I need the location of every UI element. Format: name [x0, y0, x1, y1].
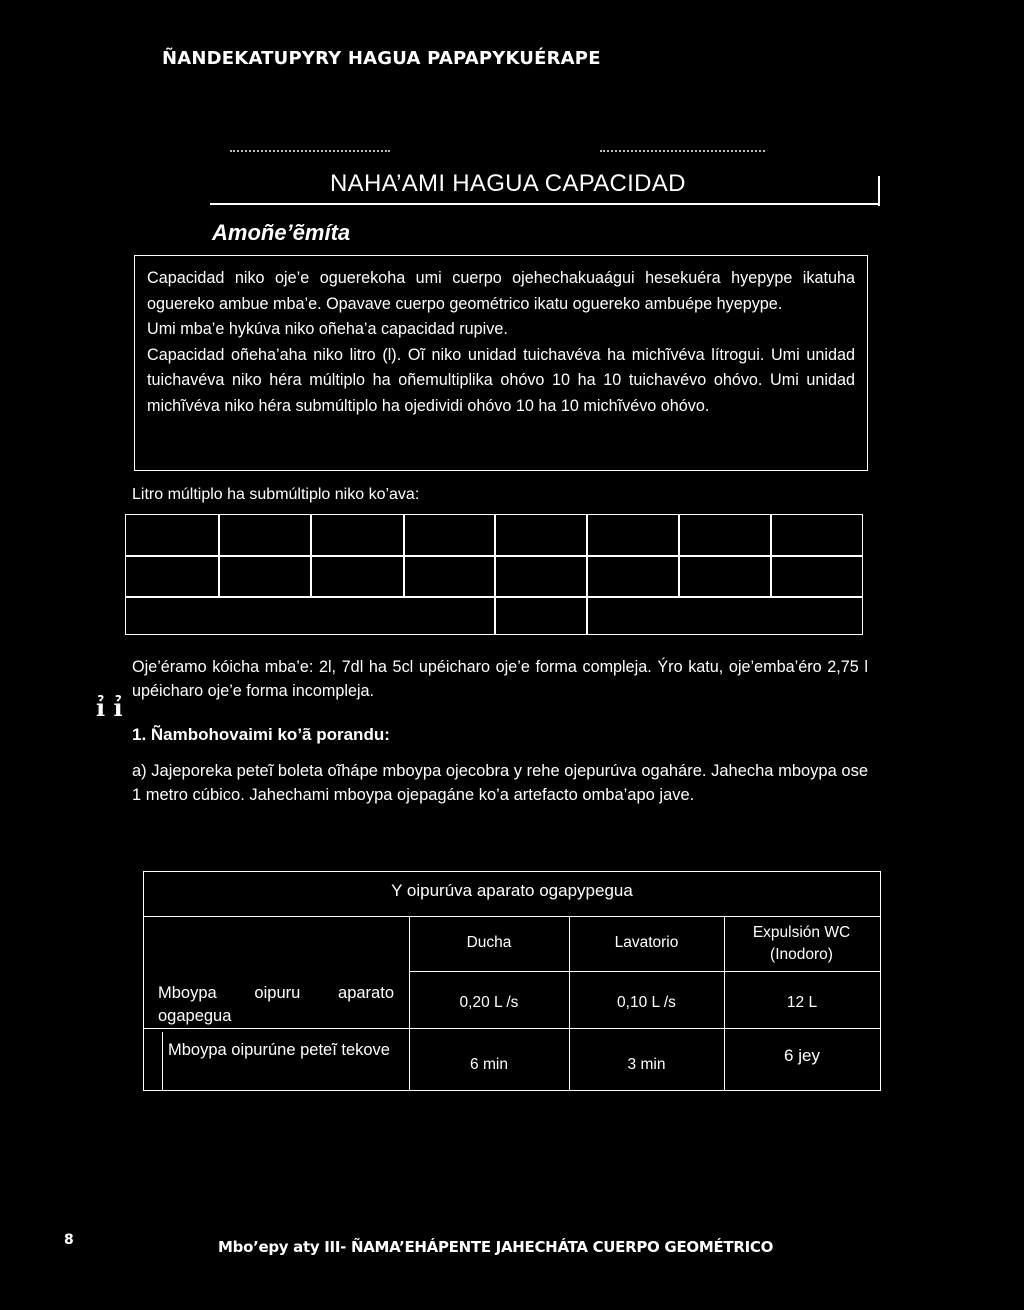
definition-box	[134, 255, 868, 471]
grid-line	[678, 515, 680, 596]
table-title: Y oipurúva aparato ogapypegua	[391, 881, 633, 900]
grid-line	[218, 515, 220, 596]
column-header: Lavatorio	[614, 934, 679, 951]
table-cell: 0,10 L /s	[617, 994, 676, 1011]
section-title: NAHA’AMI HAGUA CAPACIDAD	[330, 170, 686, 197]
page-number: 8	[64, 1232, 74, 1248]
decorative-dots-left	[230, 150, 390, 158]
section-corner-mark	[872, 176, 880, 206]
units-intro: Litro múltiplo ha submúltiplo niko ko’ava:	[132, 486, 420, 503]
grid-line	[586, 515, 588, 634]
footer-title: Mbo’epy aty III- ÑAMA’EHÁPENTE JAHECHÁTA CUERPO GEOMÉTRICO	[218, 1238, 774, 1256]
grid-line	[770, 515, 772, 596]
table-cell: 3 min	[627, 1056, 666, 1073]
question-answer: a) Jajeporeka peteĩ boleta oĩhápe mboypa ojecobra y rehe ojepurúva ogaháre. Jahecha mboypa ose 1 metro cúbico. Jahechami mboypa ojepagáne ko’a artefacto omba’apo jave.	[132, 762, 868, 804]
table-cell: 6 jey	[784, 1046, 820, 1065]
water-usage-table	[143, 871, 881, 1091]
grid-line	[310, 515, 312, 596]
handwritten-mark: ỉ ỉ	[96, 693, 123, 722]
forms-paragraph: Oje’éramo kóicha mba’e: 2l, 7dl ha 5cl upéicharo oje’e forma compleja. Ýro katu, oje’emba’éro 2,75 l upéicharo oje’e forma incompleja.	[132, 658, 868, 700]
table-cell: 6 min	[470, 1056, 508, 1073]
section-underline	[210, 203, 878, 205]
table-cell: 0,20 L /s	[459, 994, 519, 1011]
row-label: Mboypa oipurúne peteĩ tekove	[168, 1041, 390, 1059]
table-line	[144, 1028, 880, 1029]
table-line	[409, 971, 880, 972]
decorative-dots-right	[600, 150, 765, 158]
table-cell: 12 L	[786, 994, 818, 1011]
table-line	[162, 1032, 163, 1090]
running-header: ÑANDEKATUPYRY HAGUA PAPAPYKUÉRAPE	[162, 48, 601, 69]
definition-line: Capacidad oñeha’aha niko litro (l). Oĩ niko unidad tuichavéva ha michĩvéva lítrogui. Umi unidad tuichavéva niko héra múltiplo ha oñemultiplika ohóvo 10 ha 10 tuichavévo ohóvo. Umi unidad michĩvéva niko héra submúltiplo ha ojedividi ohóvo 10 ha 10 michĩvévo ohóvo.	[147, 345, 855, 415]
units-grid	[125, 514, 863, 635]
definition-line: Capacidad niko oje’e oguerekoha umi cuerpo ojehechakuaágui hesekuéra hyepype ikatuha oguereko ambue mba’e. Opavave cuerpo geométrico ikatu oguereko ambuépe hyepype.	[147, 269, 855, 313]
section-subtitle: Amoñe’ẽmíta	[212, 220, 351, 245]
row-label: Mboypa oipuru aparato ogapegua	[158, 984, 394, 1025]
table-line	[144, 916, 880, 917]
question-label: 1. Ñambohovaimi ko’ã porandu:	[132, 725, 390, 744]
column-header: Expulsión WC (Inodoro)	[752, 924, 851, 963]
grid-line	[494, 515, 496, 634]
definition-line: Umi mba’e hykúva niko oñeha’a capacidad rupive.	[147, 320, 508, 339]
grid-line	[403, 515, 405, 596]
column-header: Ducha	[466, 934, 512, 951]
